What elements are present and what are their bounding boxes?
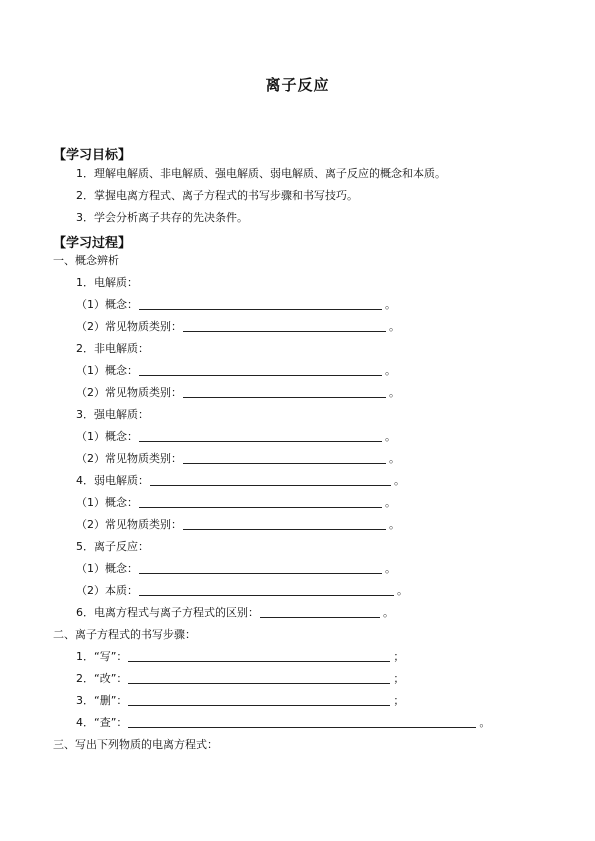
period-mark: 。	[385, 430, 396, 443]
step-delete-label: 3．“删”：	[76, 694, 128, 707]
item-nonelectrolyte: 2．非电解质：	[76, 342, 149, 355]
item-electrolyte: 1．电解质：	[76, 276, 138, 289]
item-ionic-reaction: 5．离子反应：	[76, 540, 149, 553]
types-label: （2）常见物质类别：	[76, 320, 182, 333]
section-heading-process: 【学习过程】	[53, 236, 132, 251]
answer-blank[interactable]	[260, 606, 380, 618]
period-mark: 。	[385, 364, 396, 377]
part-1-heading: 一、概念辨析	[53, 254, 119, 267]
step-change-label: 2．“改”：	[76, 672, 128, 685]
semicolon-mark: ；	[393, 672, 405, 685]
answer-blank[interactable]	[139, 562, 382, 574]
period-mark: 。	[389, 386, 400, 399]
period-mark: 。	[385, 298, 396, 311]
answer-blank[interactable]	[128, 716, 476, 728]
answer-blank[interactable]	[139, 298, 382, 310]
weak-electrolyte-row	[76, 474, 405, 488]
concept-label: （1）概念：	[76, 496, 138, 509]
period-mark: 。	[394, 474, 405, 487]
step-change-row	[76, 672, 404, 686]
period-mark: 。	[385, 496, 396, 509]
answer-blank[interactable]	[139, 584, 394, 596]
answer-blank[interactable]	[139, 364, 382, 376]
difference-row	[76, 606, 394, 620]
nonelectrolyte-concept-row	[76, 364, 396, 378]
strong-types-row	[76, 452, 400, 466]
step-check-row	[76, 716, 490, 730]
concept-label: （1）概念：	[76, 364, 138, 377]
answer-blank[interactable]	[128, 694, 390, 706]
ionic-concept-row	[76, 562, 396, 576]
concept-label: （1）概念：	[76, 298, 138, 311]
item-weak-electrolyte: 4．弱电解质：	[76, 474, 149, 487]
answer-blank[interactable]	[128, 650, 390, 662]
types-label: （2）常见物质类别：	[76, 518, 182, 531]
strong-concept-row	[76, 430, 396, 444]
answer-blank[interactable]	[128, 672, 390, 684]
part-2-heading: 二、离子方程式的书写步骤：	[53, 628, 196, 641]
period-mark: 。	[389, 452, 400, 465]
period-mark: 。	[389, 320, 400, 333]
item-difference: 6．电离方程式与离子方程式的区别：	[76, 606, 259, 619]
concept-label: （1）概念：	[76, 562, 138, 575]
types-label: （2）常见物质类别：	[76, 386, 182, 399]
period-mark: 。	[385, 562, 396, 575]
item-strong-electrolyte: 3．强电解质：	[76, 408, 149, 421]
step-write-row	[76, 650, 404, 664]
answer-blank[interactable]	[183, 452, 386, 464]
answer-blank[interactable]	[139, 496, 382, 508]
goal-3: 3．学会分析离子共存的先决条件。	[76, 211, 248, 224]
answer-blank[interactable]	[139, 430, 382, 442]
ionic-essence-row	[76, 584, 408, 598]
part-3-heading: 三、写出下列物质的电离方程式：	[53, 738, 218, 751]
answer-blank[interactable]	[183, 386, 386, 398]
electrolyte-concept-row	[76, 298, 396, 312]
semicolon-mark: ；	[393, 694, 405, 707]
section-heading-goals: 【学习目标】	[53, 148, 132, 163]
step-check-label: 4．“查”：	[76, 716, 128, 729]
goal-1: 1．理解电解质、非电解质、强电解质、弱电解质、离子反应的概念和本质。	[76, 167, 446, 180]
essence-label: （2）本质：	[76, 584, 138, 597]
nonelectrolyte-types-row	[76, 386, 400, 400]
weak-concept-row	[76, 496, 396, 510]
period-mark: 。	[383, 606, 394, 619]
semicolon-mark: ；	[393, 650, 405, 663]
types-label: （2）常见物质类别：	[76, 452, 182, 465]
answer-blank[interactable]	[150, 474, 391, 486]
goal-2: 2．掌握电离方程式、离子方程式的书写步骤和书写技巧。	[76, 189, 358, 202]
page-title: 离子反应	[265, 76, 330, 94]
electrolyte-types-row	[76, 320, 400, 334]
step-write-label: 1．“写”：	[76, 650, 128, 663]
period-mark: 。	[389, 518, 400, 531]
period-mark: 。	[397, 584, 408, 597]
weak-types-row	[76, 518, 400, 532]
answer-blank[interactable]	[183, 320, 386, 332]
concept-label: （1）概念：	[76, 430, 138, 443]
step-delete-row	[76, 694, 404, 708]
answer-blank[interactable]	[183, 518, 386, 530]
period-mark: 。	[479, 716, 491, 729]
